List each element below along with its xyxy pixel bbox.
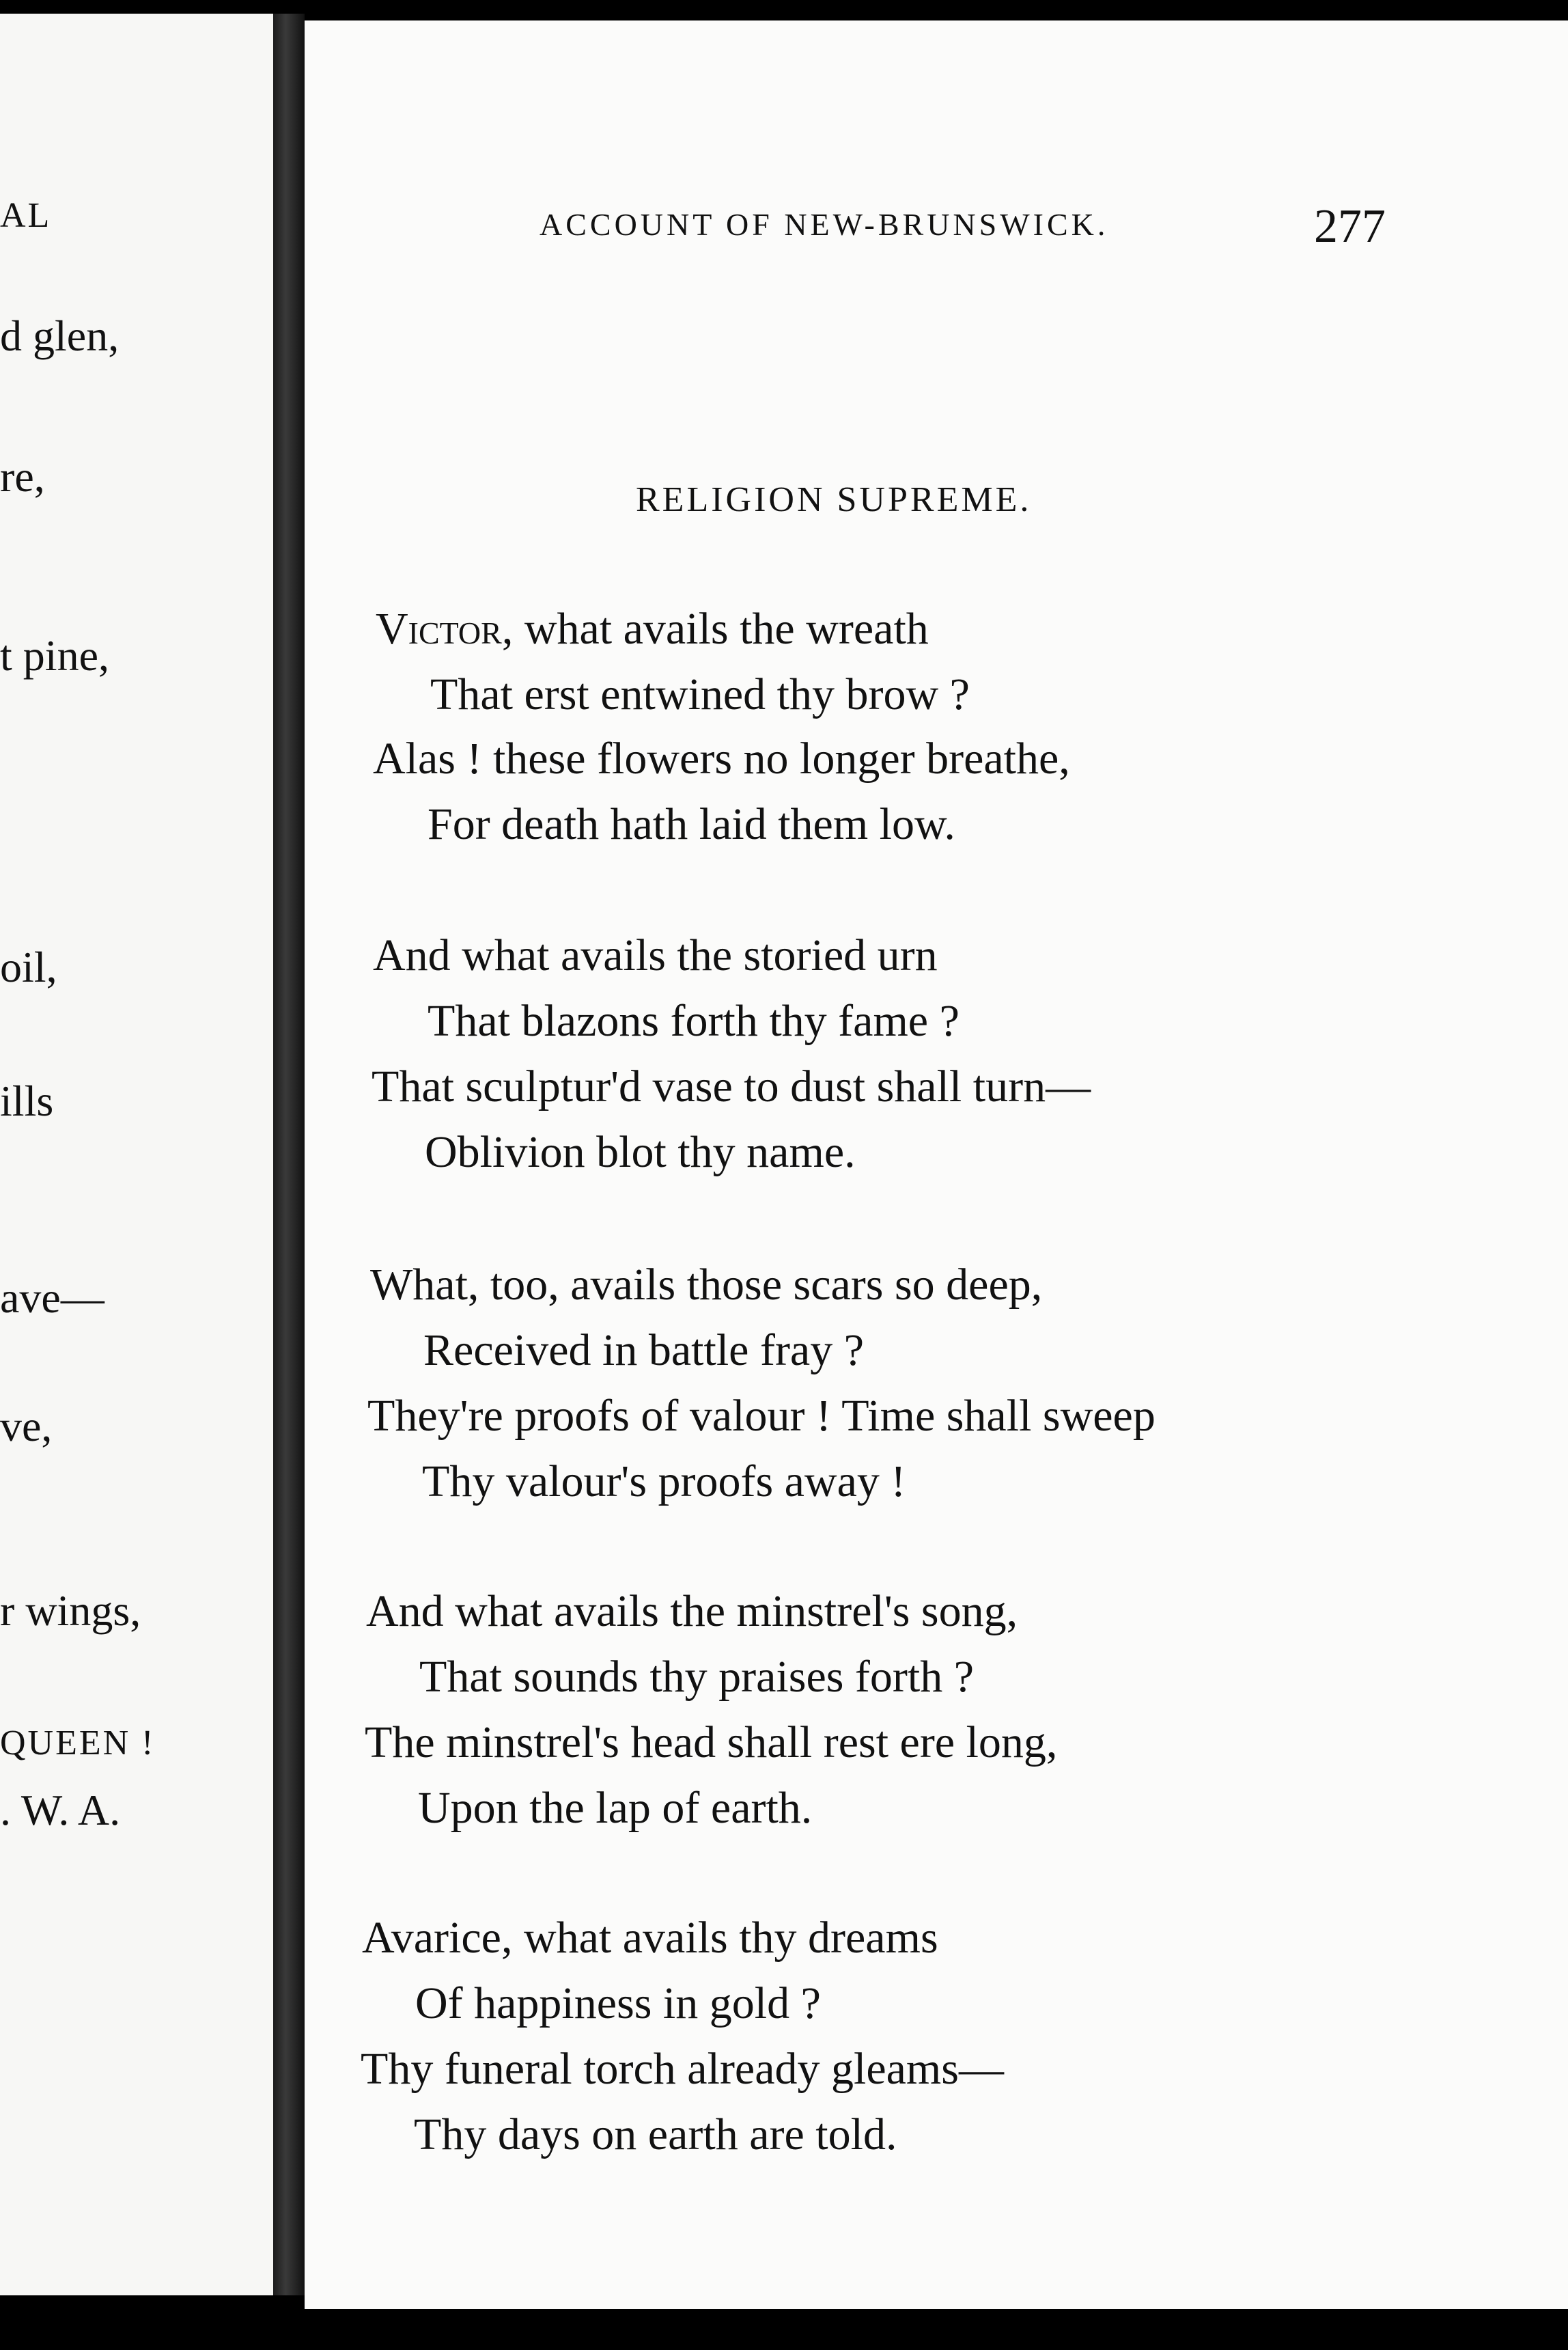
left-fragment: oil, [0, 943, 57, 991]
left-fragment: ills [0, 1077, 54, 1125]
poem-line: Avarice, what avails thy dreams [362, 1913, 938, 1963]
poem-line: The minstrel's head shall rest ere long, [365, 1717, 1058, 1767]
page-number: 277 [1314, 200, 1386, 253]
poem-line: And what avails the minstrel's song, [366, 1586, 1018, 1636]
poem-line: Alas ! these flowers no longer breathe, [373, 734, 1070, 784]
left-fragment: d glen, [0, 312, 120, 360]
poem-line: That blazons forth thy fame ? [428, 996, 960, 1046]
poem-first-word: Victor [376, 604, 502, 654]
scan-border-bottom [0, 2309, 1568, 2350]
poem-line: Thy funeral torch already gleams— [361, 2044, 1004, 2094]
poem-line: Upon the lap of earth. [418, 1783, 813, 1833]
poem-line [376, 604, 929, 654]
poem-line: And what avails the storied urn [373, 930, 938, 980]
poem-line: What, too, avails those scars so deep, [370, 1260, 1043, 1310]
left-fragment: ve, [0, 1402, 53, 1450]
left-fragment: re, [0, 452, 45, 501]
poem-line: Received in battle fray ? [423, 1325, 865, 1375]
poem-line: That erst entwined thy brow ? [430, 669, 970, 719]
poem-line: Thy days on earth are told. [414, 2110, 897, 2159]
left-page [0, 14, 273, 2295]
poem-first-line-rest: , what avails the wreath [501, 604, 929, 654]
poem-line: Of happiness in gold ? [415, 1978, 821, 2028]
poem-title: RELIGION SUPREME. [636, 480, 1032, 519]
left-fragment: r wings, [0, 1586, 141, 1635]
book-spine [273, 14, 305, 2295]
left-fragment: . W. A. [0, 1786, 121, 1834]
left-fragment: QUEEN ! [0, 1724, 156, 1762]
poem-line: They're proofs of valour ! Time shall sweep [367, 1391, 1156, 1441]
poem-line: Thy valour's proofs away ! [422, 1456, 906, 1506]
poem-line: That sculptur'd vase to dust shall turn— [372, 1062, 1091, 1111]
poem-line: Oblivion blot thy name. [425, 1127, 856, 1177]
running-head: ACCOUNT OF NEW-BRUNSWICK. [540, 207, 1109, 242]
left-fragment: t pine, [0, 631, 109, 680]
right-page [305, 20, 1568, 2309]
poem-line: That sounds thy praises forth ? [419, 1652, 975, 1702]
poem-line: For death hath laid them low. [428, 799, 955, 849]
left-fragment: ave— [0, 1273, 104, 1322]
left-fragment: AL [0, 196, 52, 235]
